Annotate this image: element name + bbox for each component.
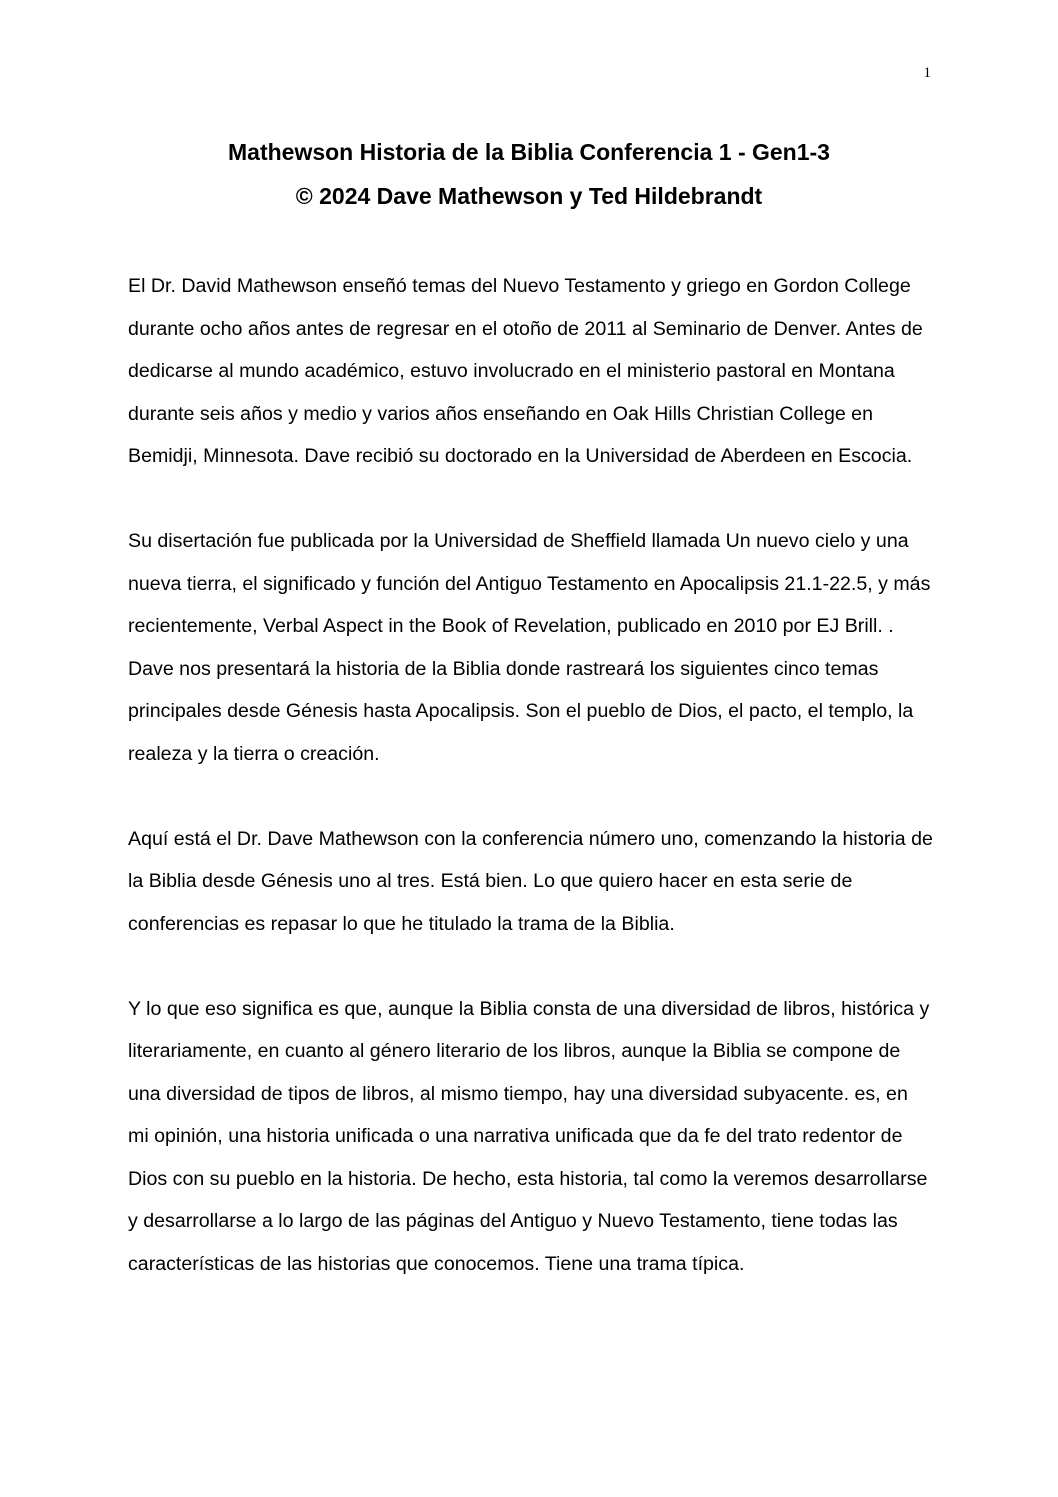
paragraph-2: Su disertación fue publicada por la Universidad de Sheffield llamada Un nuevo cielo y una nueva tierra, el significado y función del Antiguo Testamento en Apocalipsis 21.1-22.5, y más recientemente, Verbal Aspect in the Book of Revelation, publicado en 2010 por EJ Brill. . Dave nos presentará la historia de la Biblia donde rastreará los siguientes cinco temas principales desde Génesis hasta Apocalipsis. Son el pueblo de Dios, el pacto, el templo, la realeza y la tierra o creación. <box>128 530 931 765</box>
paragraph-3: Aquí está el Dr. Dave Mathewson con la conferencia número uno, comenzando la historia de la Biblia desde Génesis uno al tres. Está bien. Lo que quiero hacer en esta serie de conferencias es repasar lo que he titulado la trama de la Biblia. <box>128 827 933 935</box>
paragraph-4: Y lo que eso significa es que, aunque la Biblia consta de una diversidad de libros, histórica y literariamente, en cuanto al género literario de los libros, aunque la Biblia se compone de una diversidad de tipos de libros, al mismo tiempo, hay una diversidad subyacente. es, en mi opinión, una historia unificada o una narrativa unificada que da fe del trato redentor de Dios con su pueblo en la historia. De hecho, esta historia, tal como la veremos desarrollarse y desarrollarse a lo largo de las páginas del Antiguo y Nuevo Testamento, tiene todas las características de las historias que conocemos. Tiene una trama típica. <box>128 997 930 1275</box>
paragraph-1: El Dr. David Mathewson enseñó temas del Nuevo Testamento y griego en Gordon College durante ocho años antes de regresar en el otoño de 2011 al Seminario de Denver. Antes de dedicarse al mundo académico, estuvo involucrado en el ministerio pastoral en Montana durante seis años y medio y varios años enseñando en Oak Hills Christian College en Bemidji, Minnesota. Dave recibió su doctorado en la Universidad de Aberdeen en Escocia. <box>128 275 923 467</box>
page-number: 1 <box>923 65 931 81</box>
document-title <box>0 130 1058 218</box>
document-body <box>128 265 933 1328</box>
title-line-1: Mathewson Historia de la Biblia Conferencia 1 - Gen1-3 <box>228 139 830 165</box>
title-line-2: © 2024 Dave Mathewson y Ted Hildebrandt <box>295 183 763 209</box>
